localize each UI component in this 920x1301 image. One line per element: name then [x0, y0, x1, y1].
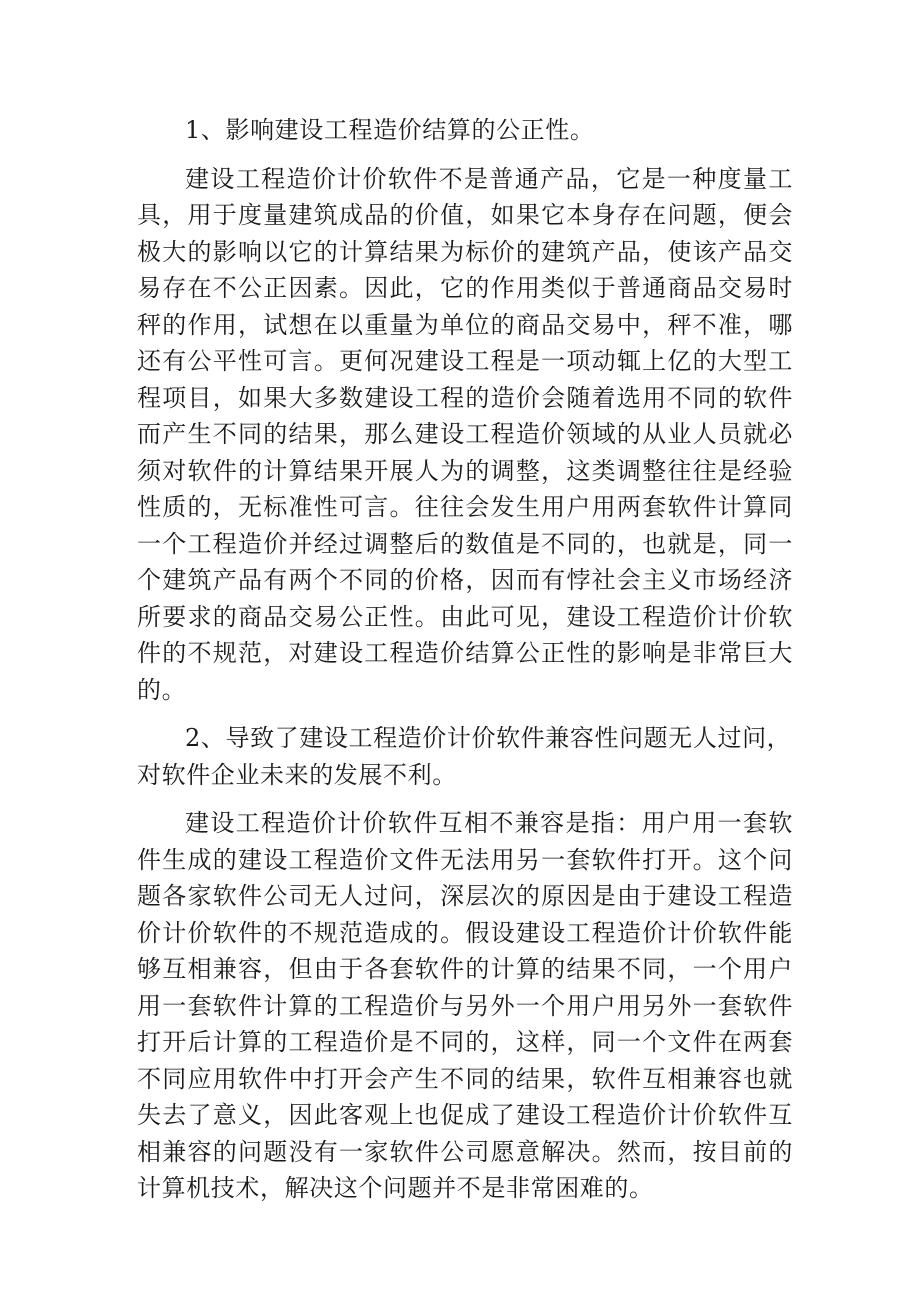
section-2-heading: 2、导致了建设工程造价计价软件兼容性问题无人过问，对软件企业未来的发展不利。 [137, 724, 792, 789]
document-body [137, 112, 793, 1219]
section-1-heading: 1、影响建设工程造价结算的公正性。 [185, 116, 595, 144]
section-2-paragraph: 建设工程造价计价软件互相不兼容是指：用户用一套软件生成的建设工程造价文件无法用另一套软件打开。这个问题各家软件公司无人过问，深层次的原因是由于建设工程造价计价软件的不规范造成的。假设建设工程造价计价软件能够互相兼容，但由于各套软件的计算的结果不同，一个用户用一套软件计算的工程造价与另外一个用户用另外一套软件打开后计算的工程造价是不同的，这样，同一个文件在两套不同应用软件中打开会产生不同的结果，软件互相兼容也就失去了意义，因此客观上也促成了建设工程造价计价软件互相兼容的问题没有一家软件公司愿意解决。然而，按目前的计算机技术，解决这个问题并不是非常困难的。 [137, 809, 793, 1202]
section-1-paragraph: 建设工程造价计价软件不是普通产品，它是一种度量工具，用于度量建筑成品的价值，如果它本身存在问题，便会极大的影响以它的计算结果为标价的建筑产品，使该产品交易存在不公正因素。因此，它的作用类似于普通商品交易时秤的作用，试想在以重量为单位的商品交易中，秤不准，哪还有公平性可言。更何况建设工程是一项动辄上亿的大型工程项目，如果大多数建设工程的造价会随着选用不同的软件而产生不同的结果，那么建设工程造价领域的从业人员就必须对软件的计算结果开展人为的调整，这类调整往往是经验性质的，无标准性可言。往往会发生用户用两套软件计算同一个工程造价并经过调整后的数值是不同的，也就是，同一个建筑产品有两个不同的价格，因而有悖社会主义市场经济所要求的商品交易公正性。由此可见，建设工程造价计价软件的不规范，对建设工程造价结算公正性的影响是非常巨大的。 [137, 164, 793, 704]
